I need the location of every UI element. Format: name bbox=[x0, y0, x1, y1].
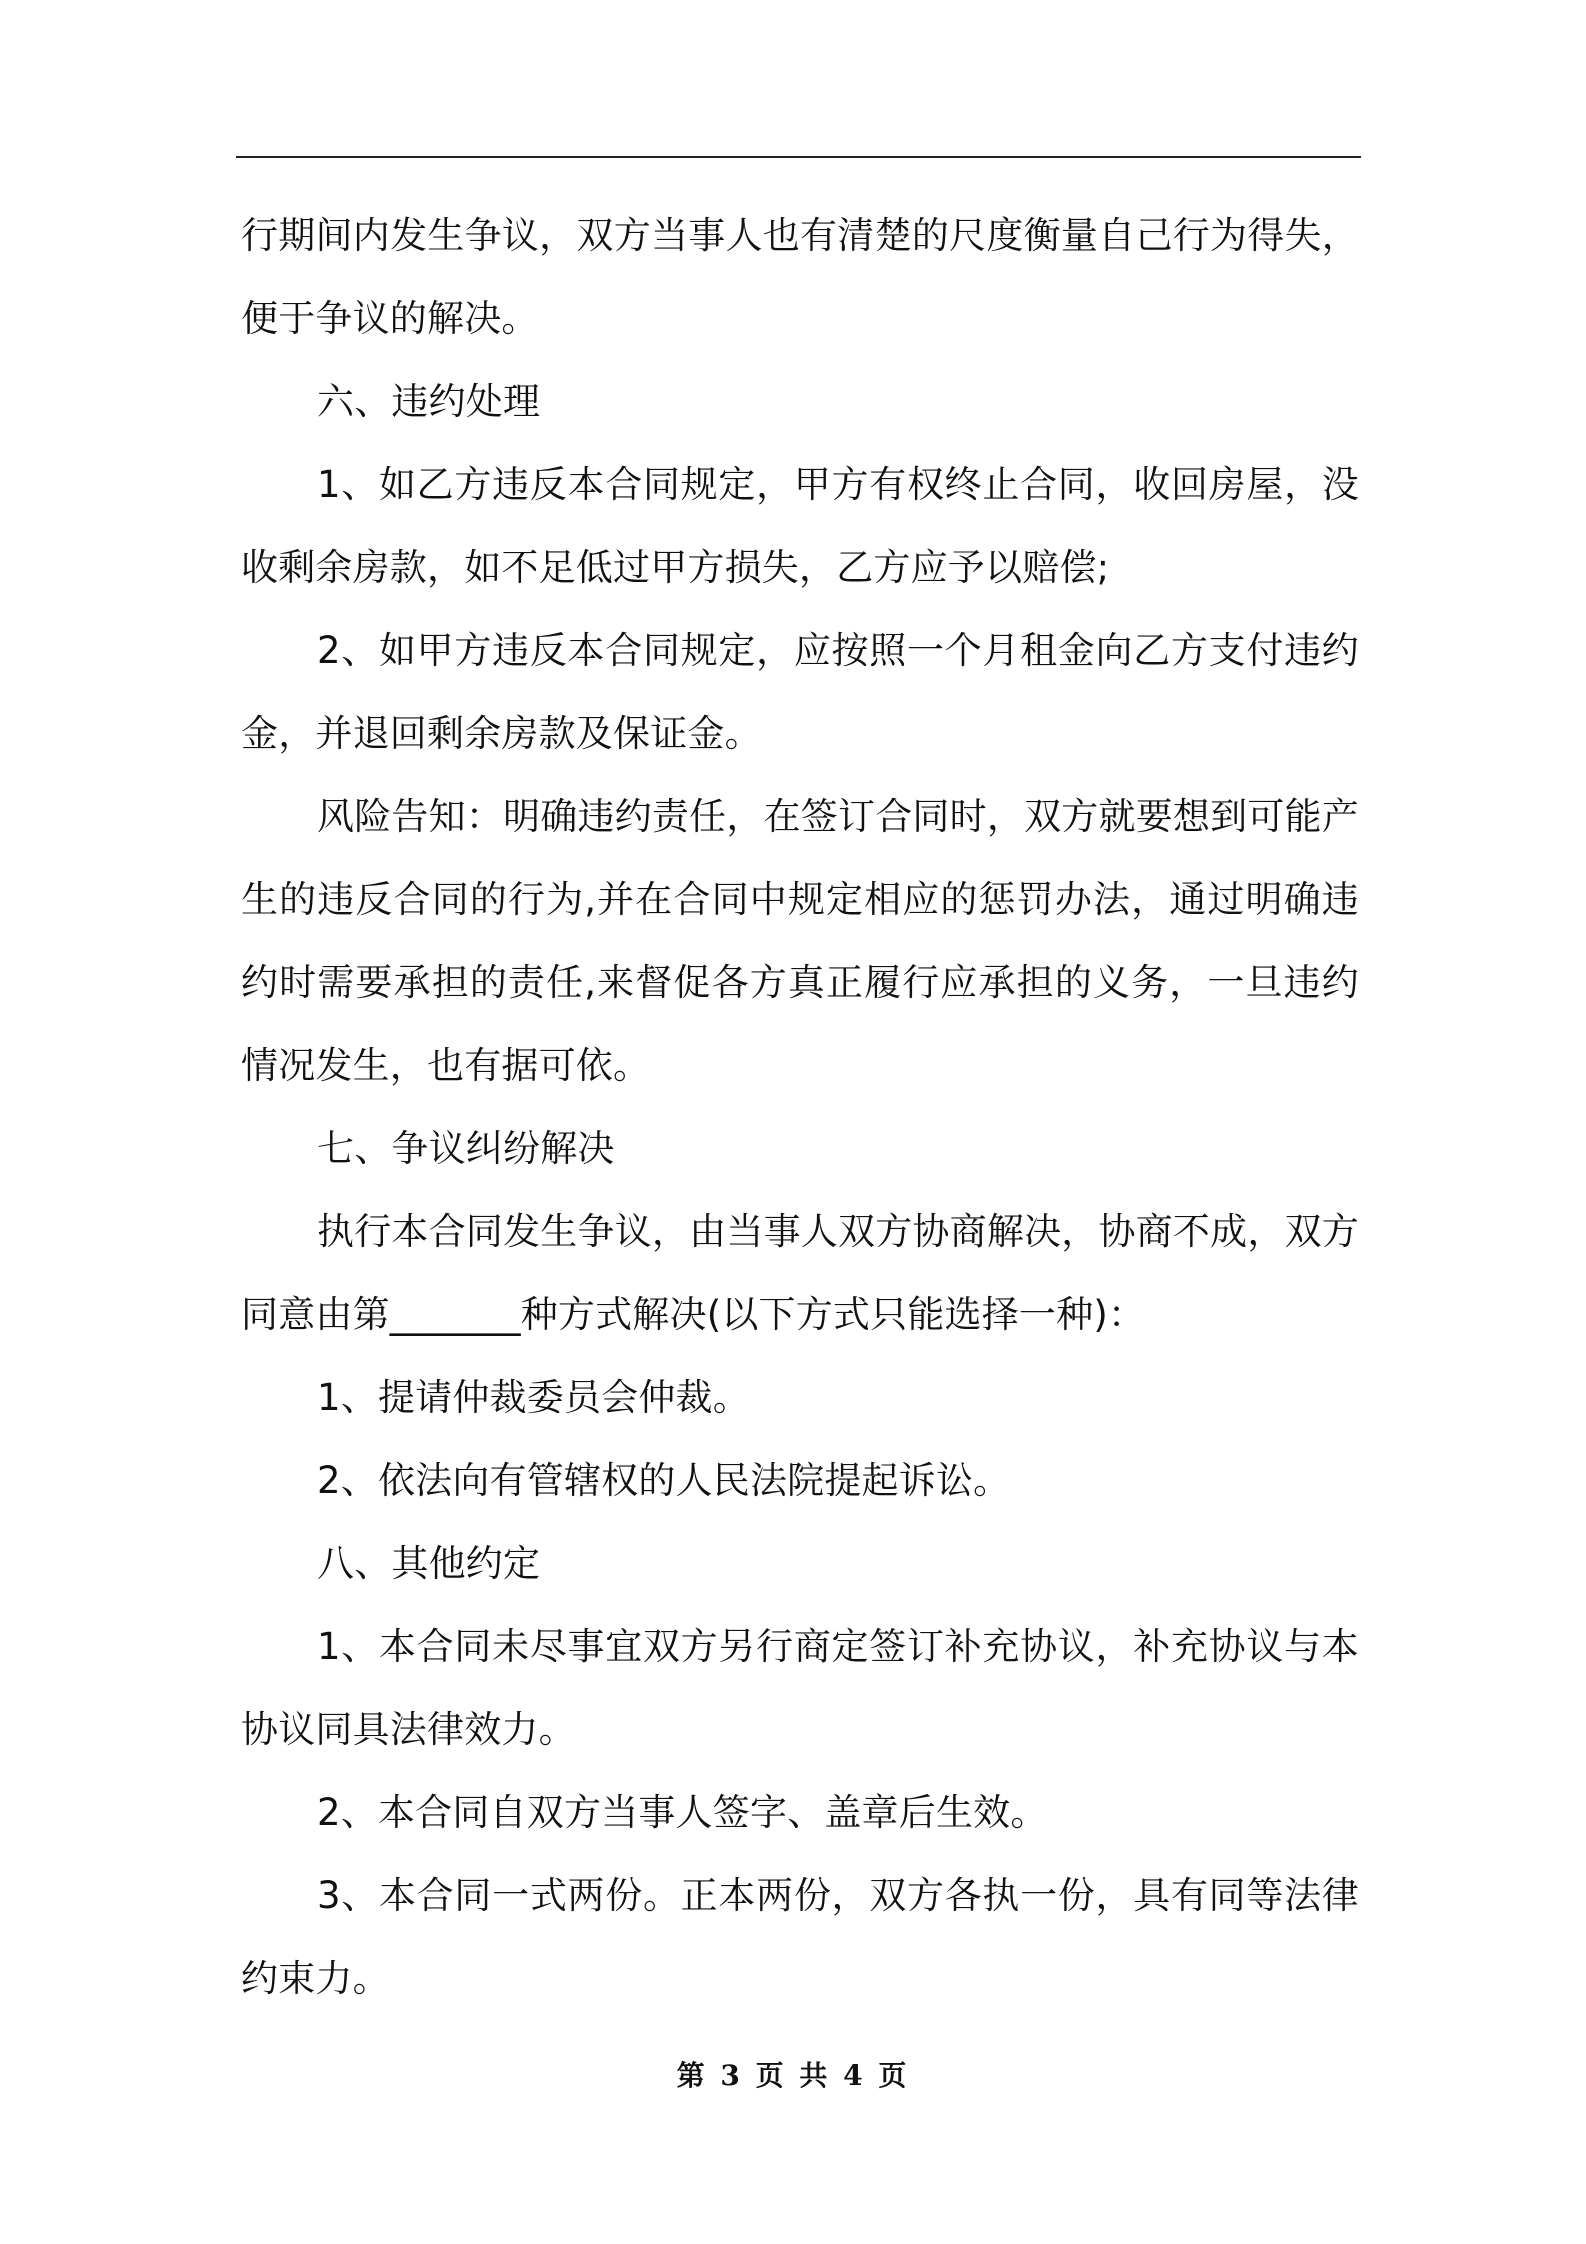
paragraph-breach-party-b: 1、如乙方违反本合同规定，甲方有权终止合同，收回房屋，没收剩余房款，如不足低过甲方损失，乙方应予以赔偿; bbox=[241, 463, 1359, 589]
paragraph-breach-party-a: 2、如甲方违反本合同规定，应按照一个月租金向乙方支付违约金，并退回剩余房款及保证金。 bbox=[241, 629, 1359, 755]
paragraph-continuation: 行期间内发生争议，双方当事人也有清楚的尺度衡量自己行为得失，便于争议的解决。 bbox=[241, 214, 1359, 340]
page-number: 第 3 页 共 4 页 bbox=[676, 2059, 910, 2092]
paragraph-arbitration: 1、提请仲裁委员会仲裁。 bbox=[317, 1376, 750, 1419]
section-heading-breach: 六、违约处理 bbox=[317, 380, 541, 423]
paragraph-risk-notice: 风险告知：明确违约责任，在签订合同时，双方就要想到可能产生的违反合同的行为,并在合同中规定相应的惩罚办法，通过明确违约时需要承担的责任,来督促各方真正履行应承担的义务，一旦违约情况发生，也有据可依。 bbox=[241, 795, 1359, 1087]
document-body bbox=[241, 194, 1359, 2020]
paragraph-dispute-resolution: 执行本合同发生争议，由当事人双方协商解决，协商不成，双方同意由第_______种方式解决(以下方式只能选择一种)： bbox=[241, 1210, 1359, 1336]
header-rule bbox=[236, 156, 1361, 158]
section-heading-other: 八、其他约定 bbox=[317, 1542, 541, 1585]
paragraph-supplementary: 1、本合同未尽事宜双方另行商定签订补充协议，补充协议与本协议同具法律效力。 bbox=[241, 1625, 1359, 1751]
paragraph-effective: 2、本合同自双方当事人签字、盖章后生效。 bbox=[317, 1791, 1048, 1834]
paragraph-copies: 3、本合同一式两份。正本两份，双方各执一份，具有同等法律约束力。 bbox=[241, 1874, 1359, 2000]
section-heading-dispute: 七、争议纠纷解决 bbox=[317, 1127, 615, 1170]
paragraph-litigation: 2、依法向有管辖权的人民法院提起诉讼。 bbox=[317, 1459, 1011, 1502]
